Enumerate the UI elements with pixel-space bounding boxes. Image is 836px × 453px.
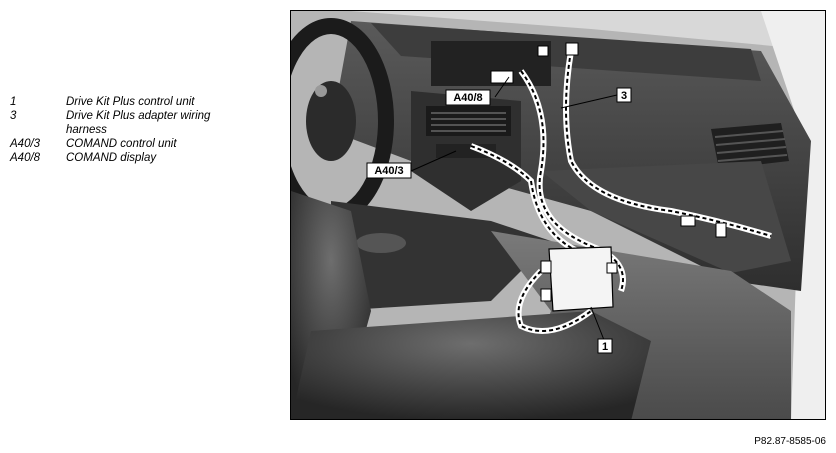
installation-photo	[290, 10, 826, 420]
callout-1-text: 1	[601, 341, 609, 353]
legend-text: COMAND control unit	[66, 138, 177, 150]
legend-row	[10, 137, 280, 151]
legend-key: A40/8	[10, 152, 41, 164]
control-unit-box	[541, 247, 617, 311]
legend-row	[10, 151, 280, 165]
legend	[10, 95, 280, 165]
figure-reference: P82.87-8585-06	[754, 436, 826, 447]
legend-text: COMAND display	[66, 152, 157, 164]
legend-text: Drive Kit Plus adapter wiring harness	[66, 110, 211, 136]
connector-icon	[716, 223, 726, 237]
legend-row	[10, 109, 280, 137]
connector-icon	[681, 216, 695, 226]
legend-key: A40/3	[10, 138, 41, 150]
legend-text: Drive Kit Plus control unit	[66, 96, 195, 108]
controller-knob	[356, 233, 406, 253]
callout-3-text: 3	[620, 90, 628, 102]
legend-key: 3	[10, 110, 17, 122]
callout-a40-3-text: A40/3	[374, 165, 404, 177]
connector-icon	[566, 43, 578, 55]
legend-row	[10, 95, 280, 109]
interior-illustration	[291, 11, 826, 420]
legend-key: 1	[10, 96, 17, 108]
connector-icon	[491, 71, 513, 83]
callout-a40-8-text: A40/8	[453, 92, 483, 104]
connector-icon	[538, 46, 548, 56]
